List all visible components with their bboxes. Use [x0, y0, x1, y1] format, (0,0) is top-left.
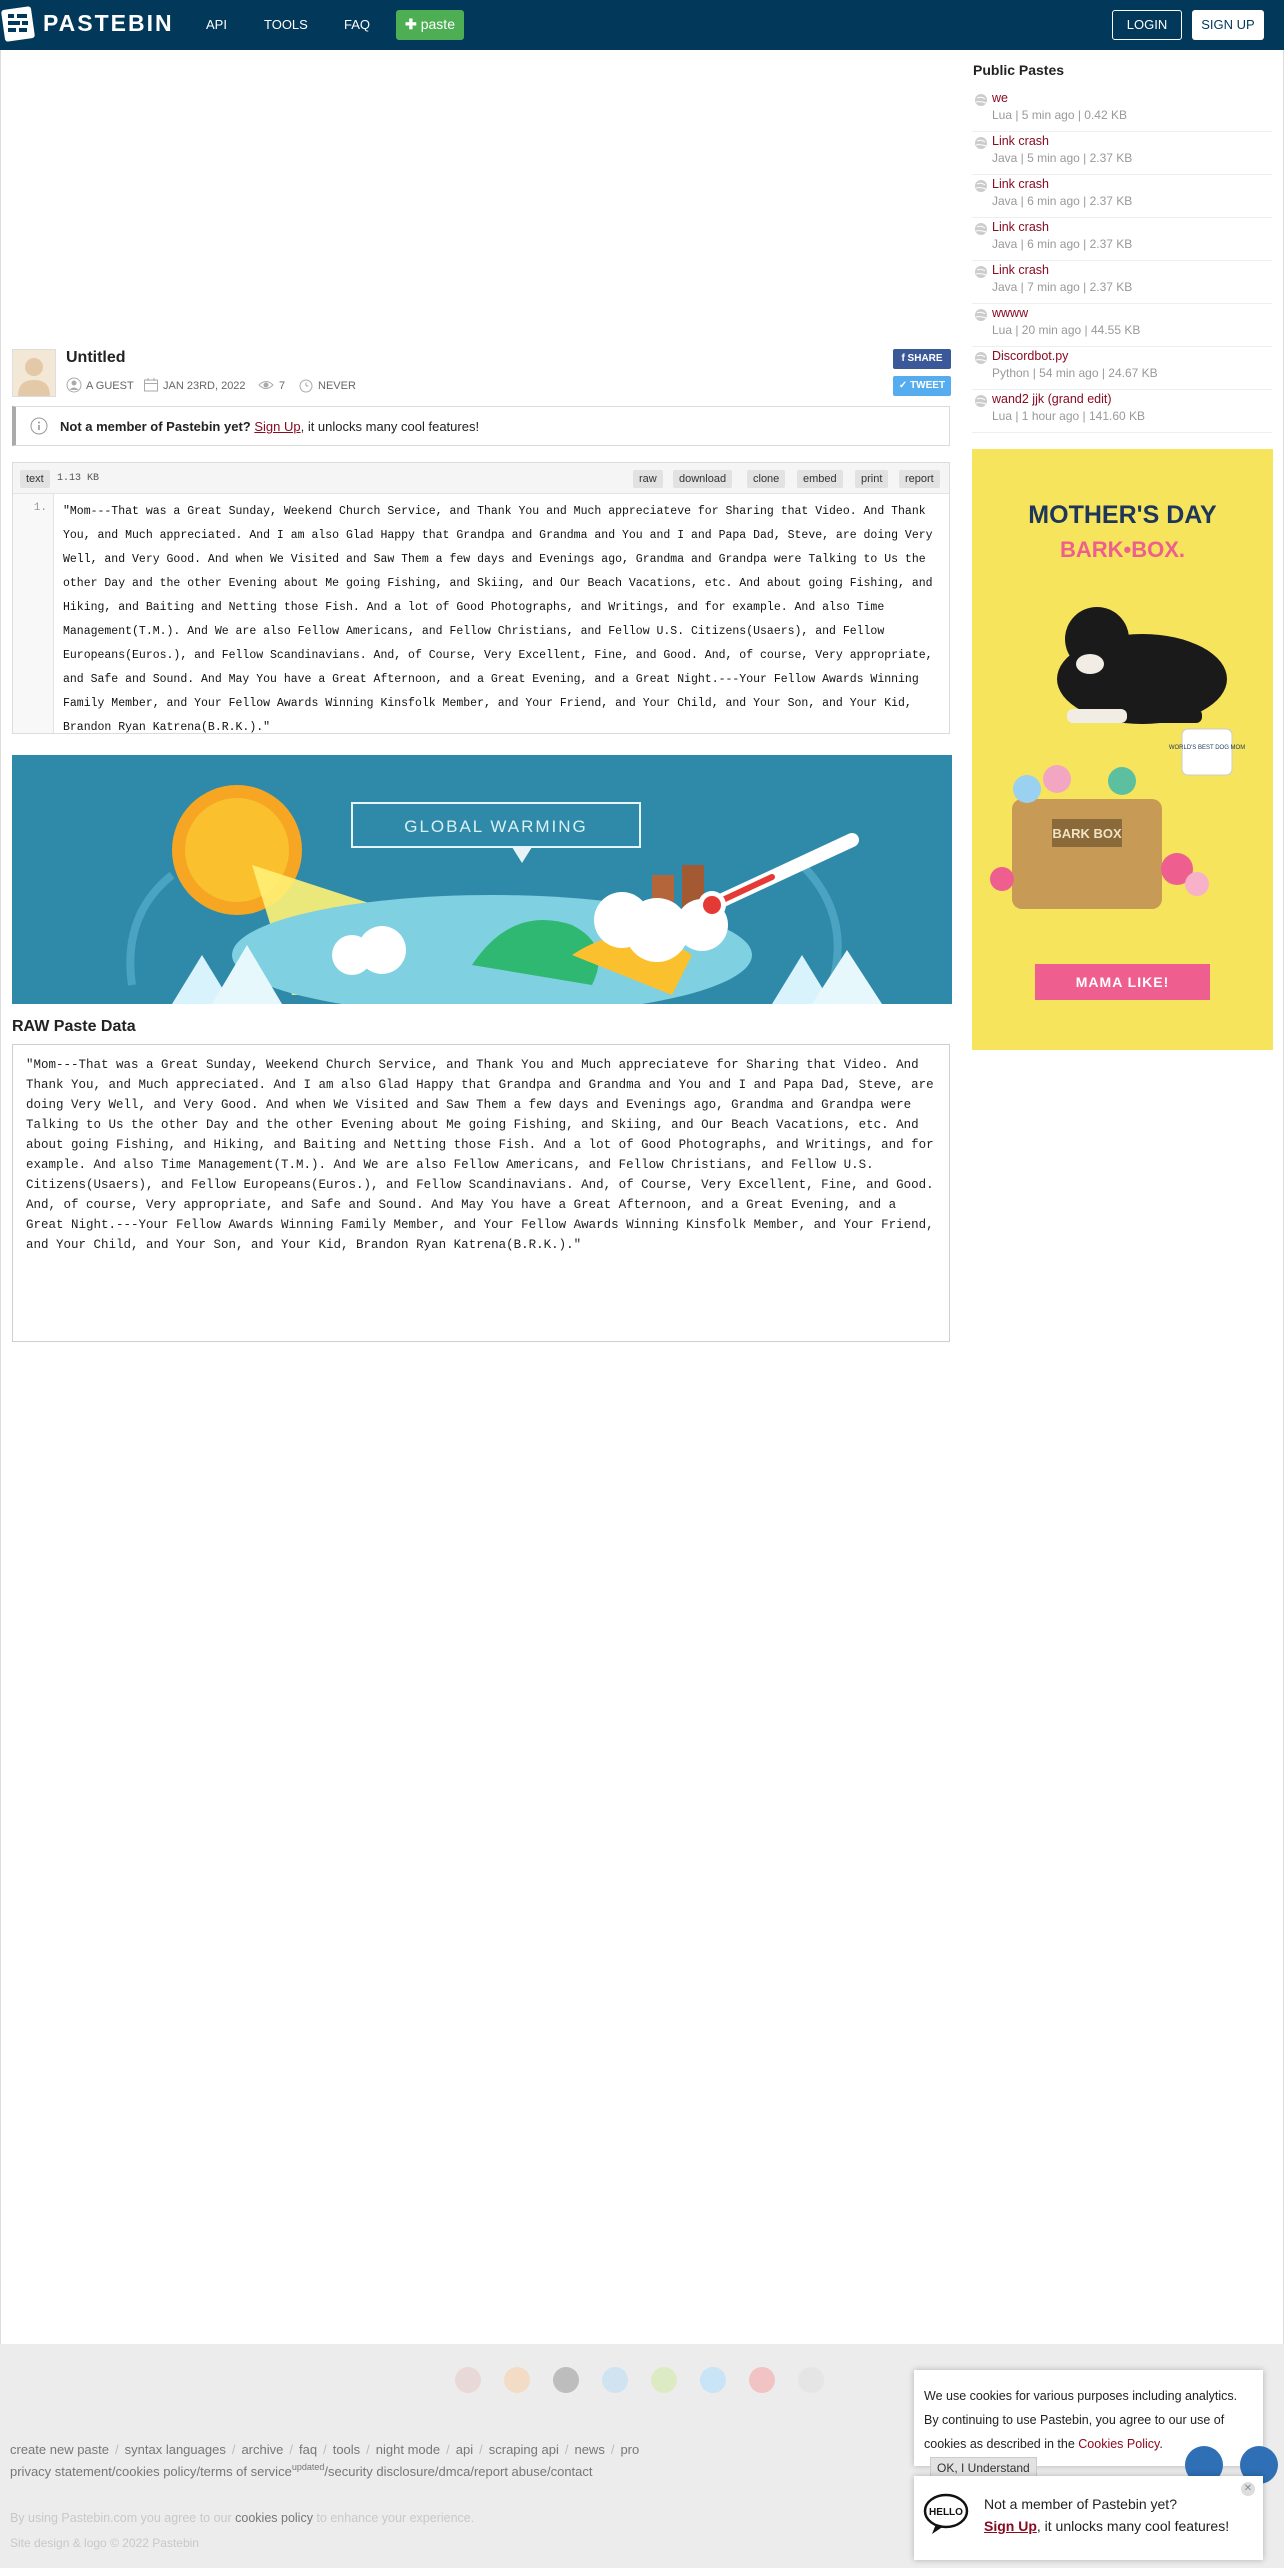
login-button[interactable]: LOGIN [1112, 10, 1182, 40]
cookie-policy-link[interactable]: Cookies Policy [1078, 2437, 1160, 2451]
paste-expire: NEVER [318, 380, 356, 392]
paste-code-box [12, 462, 950, 734]
eye-icon [258, 377, 274, 393]
raw-paste-title: RAW Paste Data [12, 1018, 136, 1035]
share-label: SHARE [907, 353, 943, 364]
firefox-icon[interactable] [504, 2367, 530, 2393]
nav-faq[interactable]: FAQ [344, 17, 371, 32]
line-number: 1. [33, 502, 47, 514]
plus-icon: ✚ [405, 16, 417, 32]
footer-link[interactable]: privacy statement [10, 2464, 112, 2479]
footer-link[interactable]: create new paste [10, 2442, 110, 2457]
facebook-icon: f [901, 353, 908, 364]
fine-cookies-link[interactable]: cookies policy [235, 2511, 313, 2525]
public-paste-name[interactable]: wand2 jjk (grand edit) [992, 392, 1112, 406]
link-separator: / [546, 2464, 551, 2479]
public-paste-name[interactable]: Link crash [992, 134, 1049, 148]
public-paste-meta: Lua | 20 min ago | 44.55 KB [992, 323, 1141, 337]
embed-button[interactable]: embed [797, 470, 843, 488]
paste-title: Untitled [66, 349, 126, 366]
globe-icon [974, 308, 988, 322]
info-icon [30, 417, 48, 435]
globe-icon [974, 93, 988, 107]
footer-links-secondary [10, 2464, 593, 2479]
facebook-share-button[interactable] [893, 349, 951, 369]
globe-icon [974, 394, 988, 408]
footer-link[interactable]: news [574, 2442, 605, 2457]
paste-author[interactable]: A GUEST [86, 380, 134, 392]
paste-content[interactable]: "Mom---That was a Great Sunday, Weekend Church Service, and Thank You and Much appreciateve for Sharing that Video. And Thank You, and Much appreciated. And I am also Glad Happy that Grandpa and Grandma and You and I and Papa Dad, Steve, are doing Very Well, and Very Good. And when We Visited and Saw Them a few days and Evenings ago, Grandma and Grandpa were Talking to Us the other Day and the other Evening about Me going Fishing, and Skiing, and Our Beach Vacations, etc. And about going Fishing, and Hiking, and Baiting and Netting those Fish. And a lot of Good Photographs, and Writings, and for example. And also Time Management(T.M.). And We are also Fellow Americans, and Fellow Christians, and Fellow U.S. Citizens(Usaers), and Fellow Europeans(Euros.), and Fellow Scandinavians. And, of Course, Very Excellent, Fine, and Good. And, of course, Very appropriate, and Safe and Sound. And May You have a Great Afternoon, and a Great Evening, and a Great Night.---Your Fellow Awards Winning Family Member, and Your Fellow Awards Winning Kinsfolk Member, and Your Friend, and Your Child, and Your Son, and Your Kid, Brandon Ryan Katrena(B.R.K.)." [63, 505, 933, 734]
footer-fine-print [10, 2511, 474, 2525]
download-button[interactable]: download [673, 470, 732, 488]
link-separator: / [366, 2442, 370, 2457]
link-separator: / [323, 2442, 327, 2457]
footer-links-primary [10, 2442, 639, 2457]
banner-caption: GLOBAL WARMING [404, 817, 588, 836]
footer-link[interactable]: cookies policy [115, 2464, 197, 2479]
popup-line2 [984, 2518, 1229, 2534]
public-paste-item[interactable] [972, 349, 1272, 390]
public-paste-name[interactable]: Link crash [992, 220, 1049, 234]
cookie-message: We use cookies for various purposes including analytics. By continuing to use Pastebin, you agree to our use of cookies as described in the [924, 2389, 1238, 2451]
raw-button[interactable]: raw [633, 470, 663, 488]
link-separator: / [115, 2442, 119, 2457]
footer-link[interactable]: security disclosure [327, 2464, 435, 2479]
print-button[interactable]: print [855, 470, 888, 488]
footer-link[interactable]: report abuse [473, 2464, 547, 2479]
link-separator: / [111, 2464, 116, 2479]
link-separator: / [196, 2464, 201, 2479]
report-button[interactable]: report [899, 470, 940, 488]
brand-name[interactable]: PASTEBIN [43, 10, 174, 36]
paste-views: 7 [279, 380, 286, 392]
global-warming-banner[interactable] [12, 755, 952, 1004]
public-paste-item[interactable] [972, 220, 1272, 261]
guest-avatar [12, 349, 56, 397]
twitter-icon: ✓ [898, 380, 911, 391]
footer-copyright: Site design & logo © 2022 Pastebin [10, 2536, 199, 2550]
hello-bubble-icon [922, 2490, 970, 2538]
notice-text [60, 419, 479, 434]
raw-paste-textarea[interactable] [12, 1044, 950, 1342]
footer-link[interactable]: contact [550, 2464, 593, 2479]
globe-icon [974, 179, 988, 193]
popup-rest: , it unlocks many cool features! [1036, 2518, 1230, 2534]
public-paste-name[interactable]: we [992, 91, 1008, 105]
ios-icon[interactable] [553, 2367, 579, 2393]
popup-signup-link[interactable]: Sign Up [984, 2518, 1037, 2534]
public-pastes-title: Public Pastes [973, 62, 1065, 78]
ad-title: MOTHER'S DAY [1028, 501, 1217, 529]
public-paste-name[interactable]: Link crash [992, 177, 1049, 191]
link-separator: / [289, 2442, 293, 2457]
macos-icon[interactable] [700, 2367, 726, 2393]
footer-link[interactable]: archive [241, 2442, 284, 2457]
public-paste-item[interactable] [972, 134, 1272, 175]
fine-suffix: to enhance your experience. [316, 2511, 475, 2525]
footer-link[interactable]: dmca [438, 2464, 471, 2479]
footer-link[interactable]: night mode [375, 2442, 441, 2457]
public-paste-meta: Lua | 1 hour ago | 141.60 KB [992, 409, 1146, 423]
line-gutter [13, 494, 54, 733]
globe-icon [974, 136, 988, 150]
link-separator: / [231, 2442, 236, 2457]
public-paste-name[interactable]: wwww [992, 306, 1029, 320]
signup-notice [12, 406, 950, 446]
hello-text: HELLO [929, 2507, 963, 2518]
ad-box-text: BARK BOX [1052, 826, 1122, 841]
raw-paste-content[interactable]: "Mom---That was a Great Sunday, Weekend Church Service, and Thank You and Much appreciateve for Sharing that Video. And Thank You, and Much appreciated. And I am also Glad Happy that Grandpa and Grandma and You and I and Papa Dad, Steve, are doing Very Well, and Very Good. And when We Visited and Saw Them a few days and Evenings ago, Grandma and Grandpa were Talking to Us the other Day and the other Evening about Me going Fishing, and Skiing, and Our Beach Vacations, etc. And about going Fishing, and Hiking, and Baiting and Netting those Fish. And a lot of Good Photographs, and Writings, and for example. And also Time Management(T.M.). And We are also Fellow Americans, and Fellow Christians, and Fellow U.S. Citizens(Usaers), and Fellow Europeans(Euros.), and Fellow Scandinavians. And, of Course, Very Excellent, Fine, and Good. And, of course, Very appropriate, and Safe and Sound. And May You have a Great Afternoon, and a Great Evening, and a Great Night.---Your Fellow Awards Winning Family Member, and Your Fellow Awards Winning Kinsfolk Member, and Your Friend, and Your Child, and Your Son, and Your Kid, Brandon Ryan Katrena(B.R.K.)." [26, 1058, 934, 1252]
link-separator: / [446, 2442, 450, 2457]
public-paste-meta: Java | 6 min ago | 2.37 KB [992, 194, 1133, 208]
signup-button[interactable]: SIGN UP [1192, 10, 1264, 40]
link-separator: / [324, 2464, 328, 2479]
nav-tools[interactable]: TOOLS [264, 17, 308, 32]
syntax-tag[interactable]: text [20, 470, 50, 488]
tweet-label: TWEET [910, 380, 946, 391]
globe-icon [974, 265, 988, 279]
new-paste-button[interactable] [396, 10, 464, 40]
public-paste-meta: Java | 5 min ago | 2.37 KB [992, 151, 1133, 165]
paste-date: JAN 23RD, 2022 [163, 380, 246, 392]
footer-link[interactable]: scraping api [488, 2442, 559, 2457]
close-icon[interactable]: ✕ [1241, 2482, 1255, 2496]
ad-mug-text: WORLD'S BEST DOG MOM [1168, 745, 1246, 751]
footer-link[interactable]: pro [620, 2442, 640, 2457]
signup-popup [914, 2476, 1263, 2560]
ad-cta-button[interactable]: MAMA LIKE! [1035, 964, 1210, 1000]
globe-icon [974, 222, 988, 236]
public-paste-meta: Python | 54 min ago | 24.67 KB [992, 366, 1158, 380]
footer-link[interactable]: terms of service [200, 2464, 292, 2479]
pastebin-logo-icon[interactable] [0, 5, 36, 43]
android-icon[interactable] [651, 2367, 677, 2393]
ad-brand: BARK•BOX. [1059, 537, 1186, 562]
notice-bold: Not a member of Pastebin yet? [60, 419, 251, 434]
public-paste-name[interactable]: Discordbot.py [992, 349, 1069, 363]
public-paste-item[interactable] [972, 263, 1272, 304]
notice-rest: , it unlocks many cool features! [300, 419, 480, 434]
calendar-icon [143, 377, 159, 393]
link-separator: / [434, 2464, 439, 2479]
footer-link[interactable]: tools [332, 2442, 361, 2457]
barkbox-ad[interactable] [972, 449, 1273, 1050]
public-paste-meta: Lua | 5 min ago | 0.42 KB [992, 108, 1127, 122]
public-paste-item[interactable] [972, 306, 1272, 347]
twitter-tweet-button[interactable] [893, 376, 951, 396]
chrome-icon[interactable] [455, 2367, 481, 2393]
user-icon [66, 377, 82, 393]
public-paste-meta: Java | 7 min ago | 2.37 KB [992, 280, 1133, 294]
code-toolbar [13, 463, 949, 494]
cookie-text: We use cookies for various purposes including analytics. By continuing to use Pastebin, you agree to our use of cookies as described in the Cookies Policy. OK, I Understand [924, 2384, 1254, 2480]
top-bar [0, 0, 1284, 50]
notice-signup-link[interactable]: Sign Up [254, 419, 301, 434]
opera-icon[interactable] [749, 2367, 775, 2393]
public-paste-item[interactable] [972, 392, 1272, 433]
globe-icon [974, 351, 988, 365]
footer-link[interactable]: api [455, 2442, 474, 2457]
public-paste-meta: Java | 6 min ago | 2.37 KB [992, 237, 1133, 251]
public-paste-item[interactable] [972, 91, 1272, 132]
link-separator: / [470, 2464, 474, 2479]
new-paste-label: paste [420, 16, 455, 32]
fine-prefix: By using Pastebin.com you agree to our [10, 2511, 232, 2525]
ad-dog-illustration [972, 569, 1273, 949]
link-separator: / [610, 2442, 615, 2457]
linux-icon[interactable] [798, 2367, 824, 2393]
link-separator: / [479, 2442, 483, 2457]
paste-size: 1.13 KB [57, 473, 100, 484]
clock-icon [298, 377, 314, 393]
public-paste-name[interactable]: Link crash [992, 263, 1049, 277]
footer-link[interactable]: syntax languages [124, 2442, 226, 2457]
clone-button[interactable]: clone [747, 470, 785, 488]
windows-icon[interactable] [602, 2367, 628, 2393]
footer-link[interactable]: faq [299, 2442, 318, 2457]
cookie-accept-button[interactable]: OK, I Understand [930, 2457, 1037, 2479]
tos-updated-badge: updated [291, 2462, 325, 2472]
popup-line1: Not a member of Pastebin yet? [984, 2496, 1177, 2512]
link-separator: / [564, 2442, 569, 2457]
public-paste-item[interactable] [972, 177, 1272, 218]
nav-api[interactable]: API [206, 17, 227, 32]
